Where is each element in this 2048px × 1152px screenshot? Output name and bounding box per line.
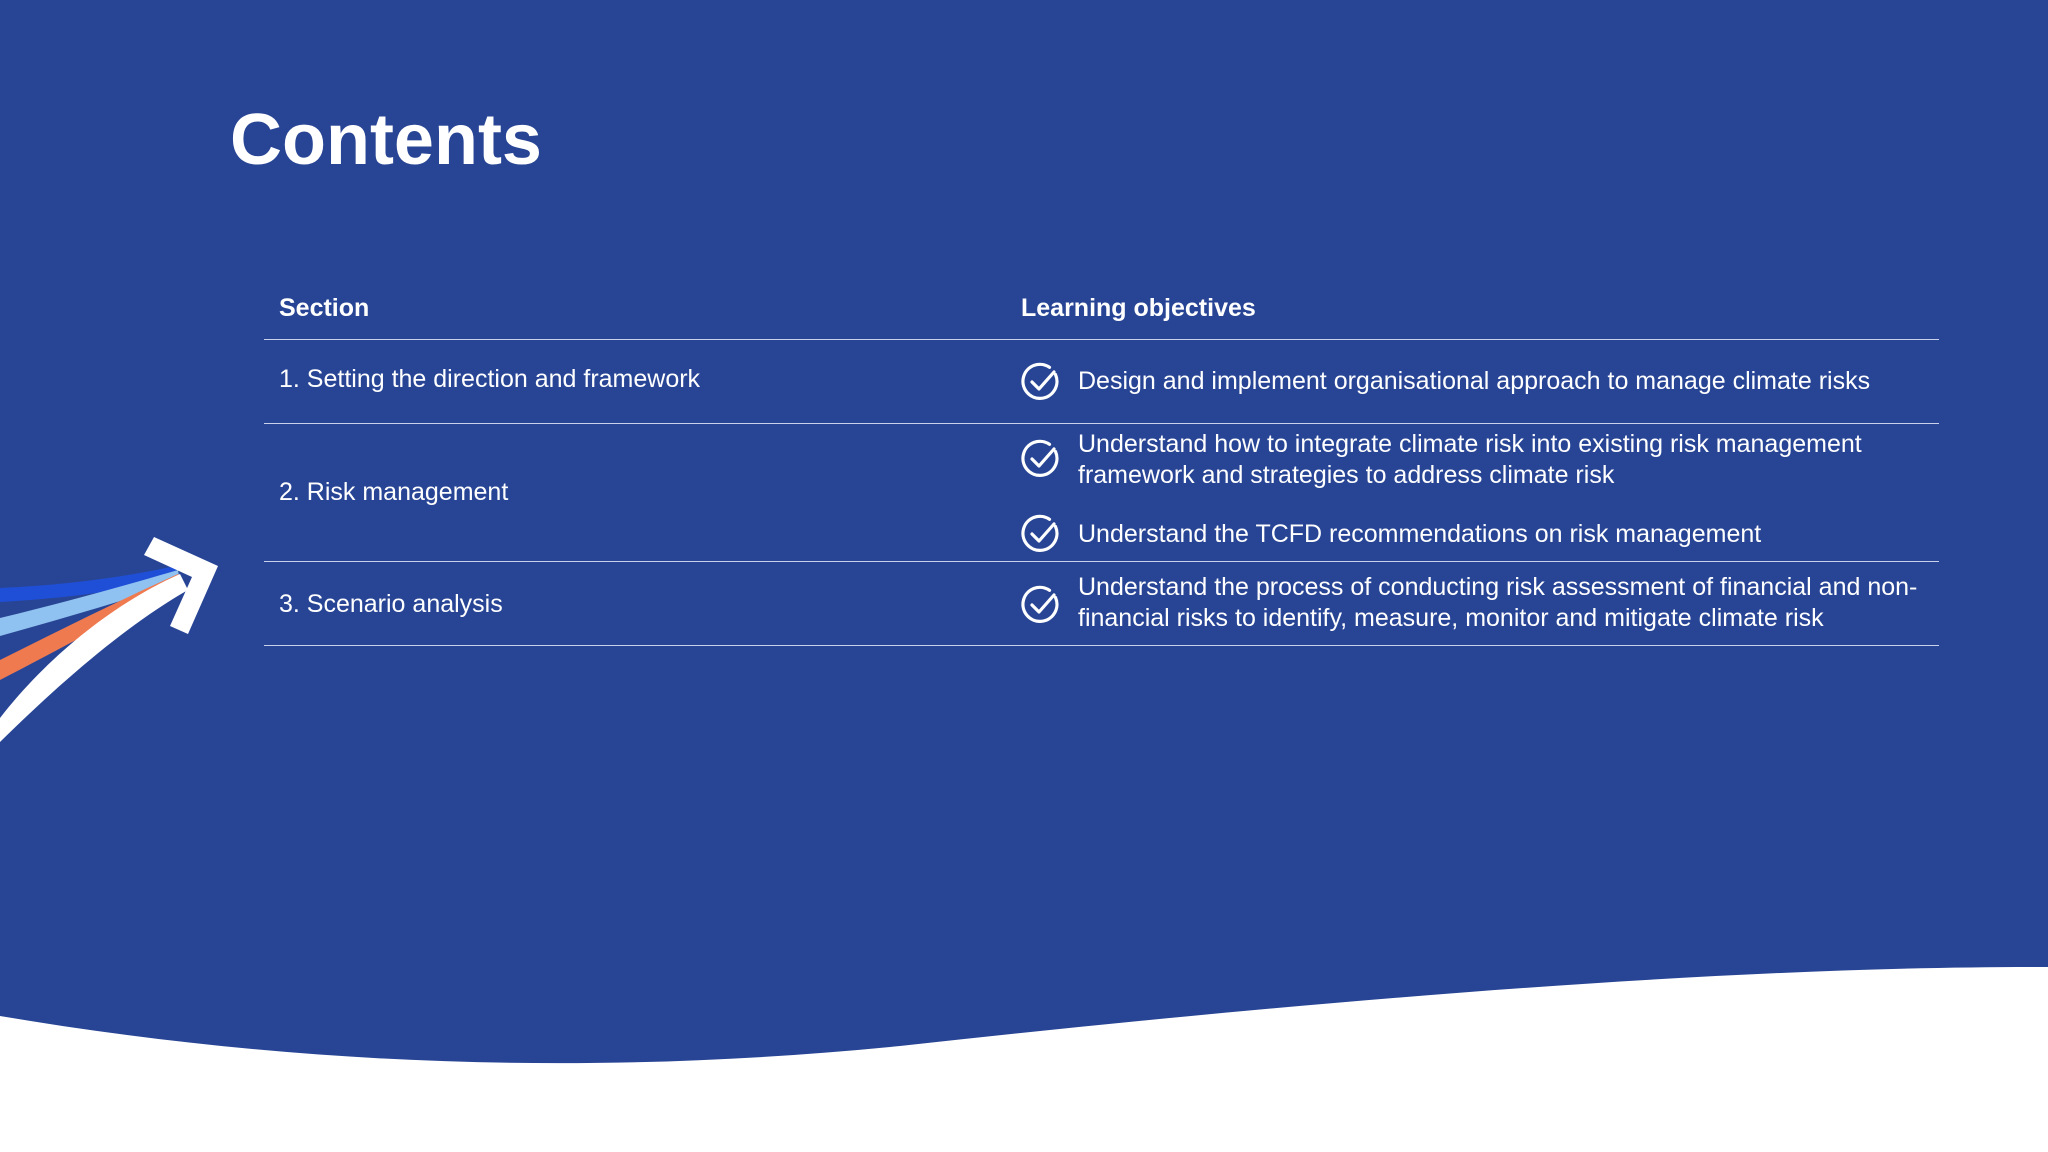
check-circle-icon [1021, 362, 1061, 402]
table-header-row [264, 284, 1939, 340]
page-title: Contents [230, 100, 542, 180]
check-circle-icon [1021, 585, 1061, 625]
objective-text: Understand how to integrate climate risk into existing risk management framework and strategies to address climate risk [1078, 430, 1862, 489]
check-circle-icon [1021, 514, 1061, 554]
table-row [264, 562, 1939, 646]
section-name: 1. Setting the direction and framework [279, 365, 701, 393]
section-name: 3. Scenario analysis [279, 590, 503, 618]
table-row [264, 424, 1939, 562]
header-section: Section [279, 294, 370, 322]
objective-text: Understand the process of conducting risk assessment of financial and non-financial risks to identify, measure, monitor and mitigate climate risk [1078, 573, 1918, 632]
table-row [264, 340, 1939, 424]
section-name: 2. Risk management [279, 478, 509, 506]
objective-text: Understand the TCFD recommendations on risk management [1078, 520, 1762, 548]
check-circle-icon [1021, 439, 1061, 479]
header-learning-objectives: Learning objectives [1021, 294, 1256, 322]
objective-text: Design and implement organisational approach to manage climate risks [1078, 367, 1871, 395]
